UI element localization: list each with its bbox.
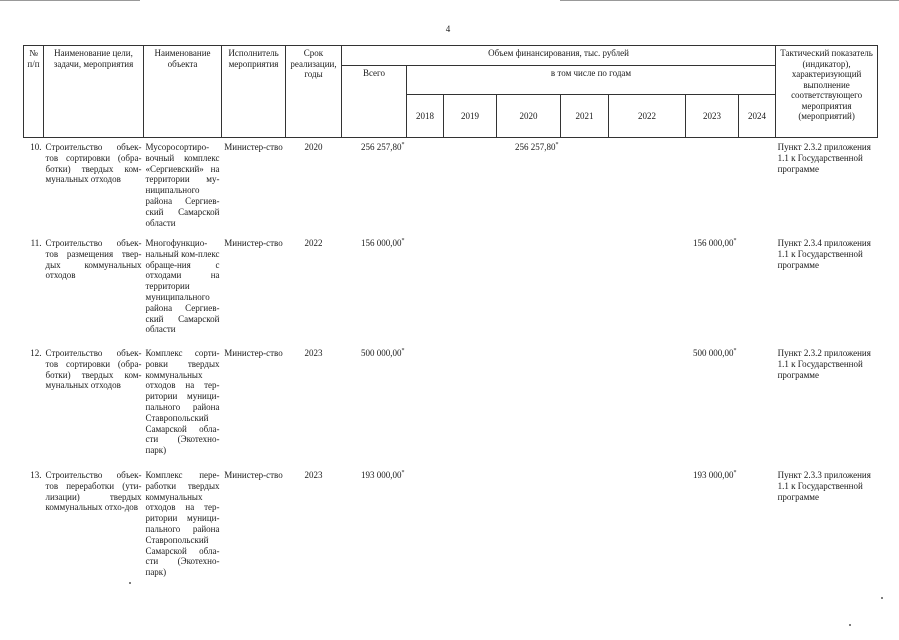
footnote-mark: * [401,238,405,244]
amount-2019 [444,344,497,466]
table-row [24,466,878,600]
amount-value: 193 000,00 [693,470,734,480]
total-value: 500 000,00 [361,348,402,358]
amount-2023 [686,344,739,466]
header-num: № п/п [24,46,44,138]
page-number: 4 [445,24,451,34]
row-goal: Строительство объек-тов переработки (ути-лизации) твердых коммунальных отхо-дов [45,470,142,513]
amount-2022 [609,344,686,466]
row-goal: Строительство объек-тов сортировки (обра-ботки) твердых ком-мунальных отходов [45,142,142,185]
amount-2018 [407,344,444,466]
row-executor: Министер-ство [224,238,283,248]
row-term: 2020 [304,142,323,152]
amount-2024 [739,344,776,466]
footnote-mark: * [401,470,405,476]
row-executor: Министер-ство [224,470,283,480]
row-goal: Строительство объек-тов размещения твер-дых коммунальных отходов [45,238,142,281]
row-tactic: Пункт 2.3.3 приложения 1.1 к Государственной программе [777,470,871,502]
header-year: 2021 [561,95,609,138]
amount-2018 [407,234,444,344]
amount-2020 [497,234,561,344]
amount-2024 [739,466,776,600]
header-year: 2023 [686,95,739,138]
row-total [342,234,407,344]
scan-speck [849,624,851,626]
amount-2020 [497,466,561,600]
amount-2021 [561,466,609,600]
row-term: 2023 [304,470,323,480]
footnote-mark: * [555,142,559,148]
row-number: 11. [30,238,42,248]
header-executor: Исполнитель мероприятия [222,46,286,138]
header-goal: Наименование цели, задачи, мероприятия [44,46,144,138]
amount-2022 [609,234,686,344]
amount-2019 [444,466,497,600]
table-row [24,234,878,344]
amount-2020 [497,344,561,466]
amount-2023 [686,234,739,344]
row-object: Комплекс сорти-ровки твердых коммунальных отходов на тер-ритории муници-пального района Ставропольский Самарской обла-сти (Экотехно-парк) [145,348,220,456]
amount-2023 [686,466,739,600]
header-by-years: в том числе по годам [407,66,776,95]
amount-2022 [609,466,686,600]
scan-speck [129,582,131,584]
row-total [342,466,407,600]
amount-2022 [609,138,686,235]
row-object: Комплекс пере-работки твердых коммунальных отходов на тер-ритории муници-пального района Ставропольский Самарской обла-сти (Экотехно-парк) [145,470,220,578]
header-year: 2020 [497,95,561,138]
footnote-mark: * [733,348,737,354]
total-value: 156 000,00 [361,238,402,248]
row-term: 2023 [304,348,323,358]
header-object: Наименование объекта [144,46,222,138]
amount-2021 [561,344,609,466]
row-total [342,344,407,466]
row-number: 13. [30,470,42,480]
scan-speck [881,597,883,599]
row-term: 2022 [304,238,323,248]
scan-edge-line [0,0,140,1]
header-financing: Объем финансирования, тыс. рублей [342,46,776,66]
footnote-mark: * [401,142,405,148]
amount-2021 [561,234,609,344]
total-value: 193 000,00 [361,470,402,480]
footnote-mark: * [401,348,405,354]
amount-2018 [407,466,444,600]
scan-edge-line [560,0,899,1]
header-year: 2019 [444,95,497,138]
header-tactic: Тактический показатель (индикатор), характеризующий выполнение соответствующего мероприятия (мероприятий) [776,46,878,138]
header-year: 2018 [407,95,444,138]
amount-value: 156 000,00 [693,238,734,248]
amount-2019 [444,138,497,235]
row-tactic: Пункт 2.3.2 приложения 1.1 к Государственной программе [777,142,871,174]
header-year: 2024 [739,95,776,138]
footnote-mark: * [733,238,737,244]
footnote-mark: * [733,470,737,476]
amount-2023 [686,138,739,235]
row-tactic: Пункт 2.3.4 приложения 1.1 к Государственной программе [777,238,871,270]
row-executor: Министер-ство [224,348,283,358]
row-goal: Строительство объек-тов сортировки (обра-ботки) твердых ком-мунальных отходов [45,348,142,391]
amount-2020 [497,138,561,235]
amount-value: 256 257,80 [515,142,556,152]
amount-value: 500 000,00 [693,348,734,358]
row-number: 12. [30,348,42,358]
row-total [342,138,407,235]
header-term: Срок реализации, годы [286,46,342,138]
row-tactic: Пункт 2.3.2 приложения 1.1 к Государственной программе [777,348,871,380]
table-row [24,344,878,466]
amount-2021 [561,138,609,235]
row-object: Мусоросортиро-вочный комплекс «Сергиевский» на территории му-ниципального района Сергиев-ский Самарской области [145,142,220,228]
row-object: Многофункцио-нальный ком-плекс обраще-ния с отходами на территории муниципального района Сергиев-ский Самарской области [145,238,220,335]
header-year: 2022 [609,95,686,138]
financing-table [23,45,878,600]
amount-2019 [444,234,497,344]
row-executor: Министер-ство [224,142,283,152]
row-number: 10. [30,142,42,152]
total-value: 256 257,80 [361,142,402,152]
header-total: Всего [342,66,407,138]
amount-2024 [739,234,776,344]
amount-2024 [739,138,776,235]
amount-2018 [407,138,444,235]
table-row [24,138,878,235]
